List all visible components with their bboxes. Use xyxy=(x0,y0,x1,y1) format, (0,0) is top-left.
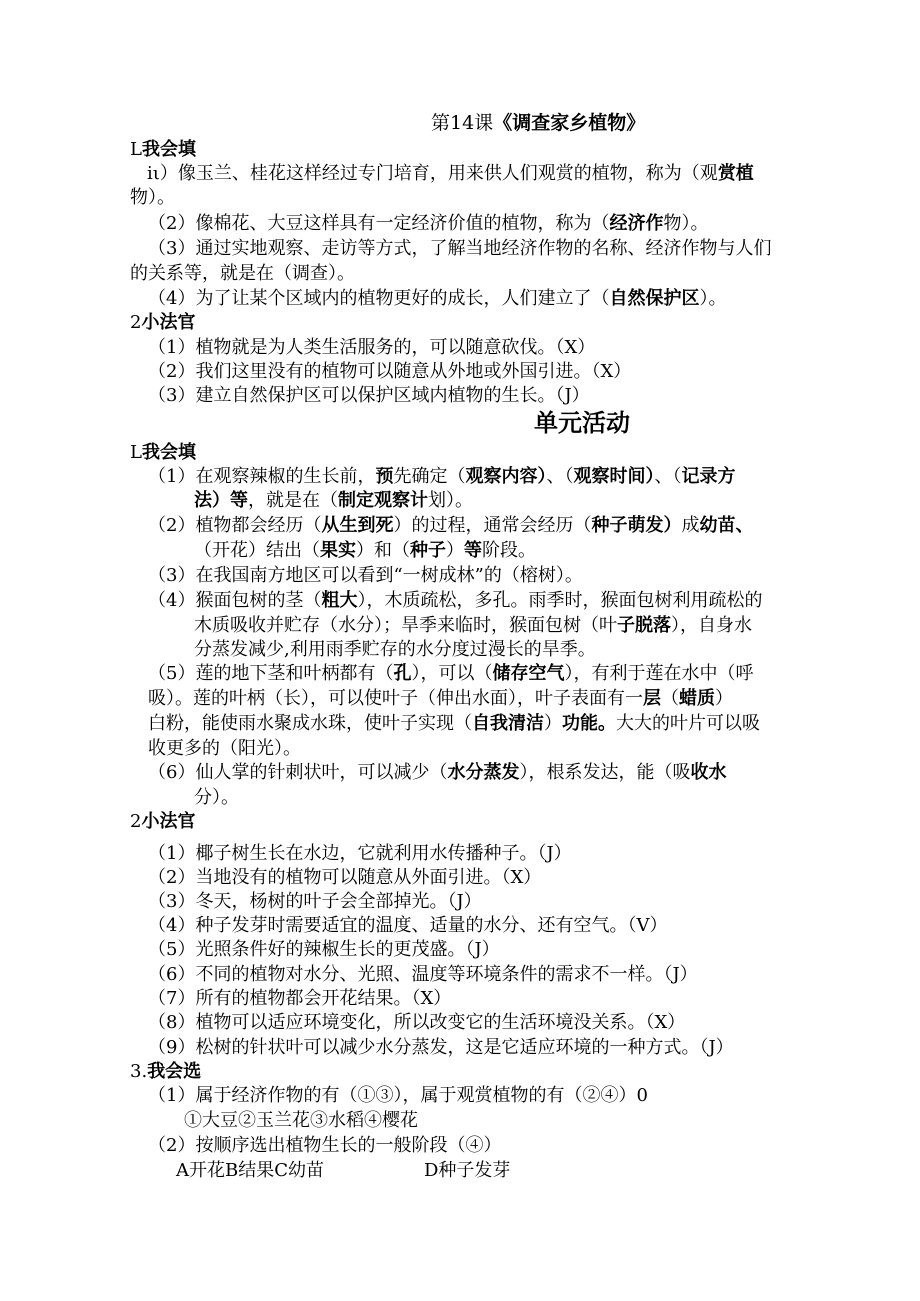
unit-choice-1-options: ①大豆②玉兰花③水稻④樱花 xyxy=(184,1110,418,1131)
unit-fill-1-line2: 法）等，就是在（制定观察计划）。 xyxy=(194,490,473,511)
lesson-fill-q4: （4）为了让某个区域内的植物更好的成长，人们建立了（自然保护区）。 xyxy=(148,288,727,309)
lesson-section-judge-heading: 2小法官 xyxy=(130,312,196,333)
unit-choice-2-options-abc: A开花B结果C幼苗 xyxy=(176,1160,324,1181)
unit-fill-4-line3: 分蒸发减少,利用雨季贮存的水分度过漫长的旱季。 xyxy=(194,639,596,660)
unit-judge-2: （2）当地没有的植物可以随意从外面引进。（X） xyxy=(148,867,542,888)
lesson-section-fill-heading: L我会填 xyxy=(130,139,196,160)
unit-fill-2-line2: （开花）结出（果实）和（种子）等阶段。 xyxy=(194,540,536,561)
unit-judge-8: （8）植物可以适应环境变化，所以改变它的生活环境没关系。（X） xyxy=(148,1012,686,1033)
lesson-number: 第14课 xyxy=(431,112,494,134)
unit-fill-4-line1: （4）猴面包树的茎（粗大），木质疏松，多孔。雨季时，猴面包树利用疏松的 xyxy=(148,590,763,611)
lesson-judge-1: （1）植物就是为人类生活服务的，可以随意砍伐。（X） xyxy=(148,337,596,358)
unit-choice-1: （1）属于经济作物的有（①③），属于观赏植物的有（②④）0 xyxy=(148,1085,648,1106)
unit-fill-3: （3）在我国南方地区可以看到“一树成林”的（榕树）。 xyxy=(148,565,583,586)
unit-section-choice-heading: 3.我会选 xyxy=(130,1061,202,1082)
unit-section-judge-heading: 2小法官 xyxy=(130,811,196,832)
lesson-fill-q1-line1: iι）像玉兰、桂花这样经过专门培育，用来供人们观赏的植物，称为（观赏植 xyxy=(147,163,754,184)
unit-judge-9: （9）松树的针状叶可以减少水分蒸发，这是它适应环境的一种方式。（J） xyxy=(148,1037,734,1058)
unit-fill-5-line4: 收更多的（阳光）。 xyxy=(148,738,301,759)
unit-choice-2-option-d: D种子发芽 xyxy=(424,1160,511,1181)
unit-fill-6-line2: 分）。 xyxy=(194,787,239,808)
unit-fill-5-line3: 白粉，能使雨水聚成水珠，使叶子实现（自我清洁）功能。大大的叶片可以吸 xyxy=(148,713,760,734)
unit-fill-1-line1: （1）在观察辣椒的生长前，预先确定（观察内容）、（观察时间）、（记录方 xyxy=(148,466,736,487)
unit-judge-3: （3）冬天，杨树的叶子会全部掉光。（J） xyxy=(148,891,482,912)
unit-fill-4-line2: 木质吸收并贮存（水分）；旱季来临时，猴面包树（叶子脱落），自身水 xyxy=(194,615,752,636)
lesson-fill-q1-line2: 物）。 xyxy=(130,187,175,208)
unit-section-fill-heading: L我会填 xyxy=(130,442,196,463)
unit-fill-5-line2: 吸）。莲的叶柄（长），可以使叶子（伸出水面），叶子表面有一层（蜡质） xyxy=(148,688,733,709)
unit-judge-4: （4）种子发芽时需要适宜的温度、适量的水分、还有空气。（V） xyxy=(148,915,668,936)
unit-fill-6-line1: （6）仙人掌的针刺状叶，可以减少（水分蒸发），根系发达，能（吸收水 xyxy=(148,762,727,783)
unit-choice-2: （2）按顺序选出植物生长的一般阶段（④） xyxy=(148,1135,502,1156)
unit-judge-1: （1）椰子树生长在水边，它就利用水传播种子。（J） xyxy=(148,843,572,864)
lesson-judge-2: （2）我们这里没有的植物可以随意从外地或外国引进。（X） xyxy=(148,361,632,382)
lesson-fill-q3-line1: （3）通过实地观察、走访等方式，了解当地经济作物的名称、经济作物与人们 xyxy=(148,238,772,259)
unit-title: 单元活动 xyxy=(534,409,630,437)
unit-fill-2-line1: （2）植物都会经历（从生到死）的过程，通常会经历（种子萌发）成幼苗、 xyxy=(148,515,754,536)
lesson-fill-q3-line2: 的关系等，就是在（调查）。 xyxy=(130,263,355,284)
lesson-judge-3: （3）建立自然保护区可以保护区域内植物的生长。（J） xyxy=(148,385,590,406)
unit-judge-5: （5）光照条件好的辣椒生长的更茂盛。（J） xyxy=(148,939,500,960)
unit-judge-6: （6）不同的植物对水分、光照、温度等环境条件的需求不一样。（J） xyxy=(148,964,698,985)
lesson-name: 《调查家乡植物》 xyxy=(493,112,646,134)
lesson-title xyxy=(431,110,645,136)
lesson-fill-q2: （2）像棉花、大豆这样具有一定经济价值的植物，称为（经济作物）。 xyxy=(148,213,709,234)
unit-judge-7: （7）所有的植物都会开花结果。（X） xyxy=(148,988,452,1009)
unit-fill-5-line1: （5）莲的地下茎和叶柄都有（孔），可以（储存空气），有利于莲在水中（呼 xyxy=(148,663,754,684)
